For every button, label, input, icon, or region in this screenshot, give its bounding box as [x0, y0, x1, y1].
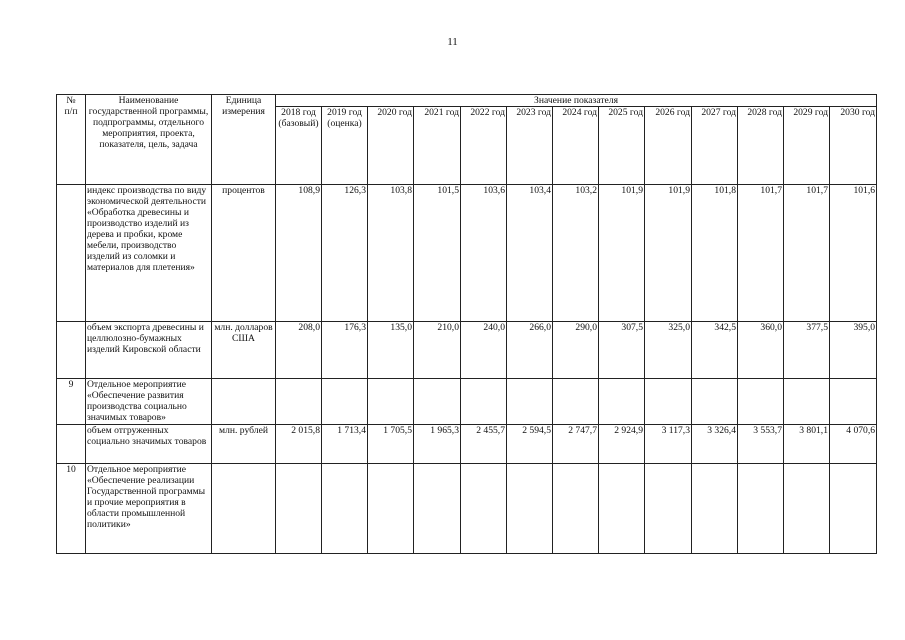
- row-name: индекс производства по виду экономической деятельности «Обработка древесины и производство изделий из дерева и пробки, кроме мебели, производство изделий из соломки и материалов для плетения»: [86, 185, 212, 322]
- row-value: [461, 464, 507, 554]
- row-name: Отдельное мероприятие «Обеспечение развития производства социально значимых товаров»: [86, 379, 212, 425]
- row-unit: млн. рублей: [212, 425, 276, 464]
- row-value: 101,9: [599, 185, 645, 322]
- header-unit: Единица измерения: [212, 95, 276, 185]
- row-value: 108,9: [276, 185, 322, 322]
- header-name: Наименование государственной программы, подпрограммы, отдельного мероприятия, проекта, показателя, цель, задача: [86, 95, 212, 185]
- row-value: 101,7: [784, 185, 830, 322]
- table-row: [57, 425, 905, 464]
- row-value: [645, 464, 692, 554]
- row-value: 1 965,3: [414, 425, 461, 464]
- row-value: 101,9: [645, 185, 692, 322]
- row-value: [276, 379, 322, 425]
- row-value: [322, 464, 368, 554]
- row-number: 9: [57, 379, 86, 425]
- row-unit: [212, 379, 276, 425]
- row-value: 360,0: [738, 322, 784, 379]
- row-value: 395,0: [830, 322, 877, 379]
- row-value: 290,0: [553, 322, 599, 379]
- header-year: 2026 год: [645, 107, 692, 185]
- row-value: 2 924,9: [599, 425, 645, 464]
- row-value: 101,5: [414, 185, 461, 322]
- row-value: [507, 379, 553, 425]
- row-value: [553, 379, 599, 425]
- row-value: 3 326,4: [692, 425, 738, 464]
- row-value: 103,8: [368, 185, 414, 322]
- header-year: 2025 год: [599, 107, 645, 185]
- row-name: объем экспорта древесины и целлюлозно-бумажных изделий Кировской области: [86, 322, 212, 379]
- row-value: [692, 379, 738, 425]
- row-value: 176,3: [322, 322, 368, 379]
- row-name: объем отгруженных социально значимых товаров: [86, 425, 212, 464]
- row-value: 103,4: [507, 185, 553, 322]
- row-value: 307,5: [599, 322, 645, 379]
- row-value: 2 015,8: [276, 425, 322, 464]
- row-value: [599, 379, 645, 425]
- table-row: [57, 379, 905, 425]
- row-value: [507, 464, 553, 554]
- row-value: [784, 464, 830, 554]
- row-value: [414, 464, 461, 554]
- row-value: 3 801,1: [784, 425, 830, 464]
- table-row: [57, 322, 905, 379]
- indicators-table: [56, 94, 905, 554]
- row-value: [276, 464, 322, 554]
- header-value-group: Значение показателя: [276, 95, 877, 107]
- row-value: 101,8: [692, 185, 738, 322]
- page-number: 11: [447, 36, 458, 48]
- row-value: 1 705,5: [368, 425, 414, 464]
- table-row: [57, 185, 905, 322]
- row-value: [322, 379, 368, 425]
- row-value: 101,7: [738, 185, 784, 322]
- row-number: [57, 322, 86, 379]
- row-value: 210,0: [414, 322, 461, 379]
- row-value: [738, 379, 784, 425]
- row-unit: [212, 464, 276, 554]
- header-year: 2019 год (оценка): [322, 107, 368, 185]
- row-value: [830, 464, 877, 554]
- row-value: [461, 379, 507, 425]
- table-row: [57, 464, 905, 554]
- row-value: 135,0: [368, 322, 414, 379]
- header-year: 2023 год: [507, 107, 553, 185]
- row-value: [784, 379, 830, 425]
- row-value: [599, 464, 645, 554]
- row-value: 126,3: [322, 185, 368, 322]
- row-value: [830, 379, 877, 425]
- header-year: 2028 год: [738, 107, 784, 185]
- row-value: 103,2: [553, 185, 599, 322]
- row-value: 266,0: [507, 322, 553, 379]
- row-value: [645, 379, 692, 425]
- row-value: 4 070,6: [830, 425, 877, 464]
- row-value: 2 747,7: [553, 425, 599, 464]
- header-year: 2022 год: [461, 107, 507, 185]
- row-unit: млн. долларов США: [212, 322, 276, 379]
- row-value: [738, 464, 784, 554]
- row-value: 342,5: [692, 322, 738, 379]
- row-value: 2 455,7: [461, 425, 507, 464]
- row-value: [692, 464, 738, 554]
- row-value: [414, 379, 461, 425]
- row-value: [368, 464, 414, 554]
- header-num: № п/п: [57, 95, 86, 185]
- row-number: 10: [57, 464, 86, 554]
- row-name: Отдельное мероприятие «Обеспечение реализации Государственной программы и прочие мероприятия в области промышленной политики»: [86, 464, 212, 554]
- row-value: 2 594,5: [507, 425, 553, 464]
- header-year: 2029 год: [784, 107, 830, 185]
- header-year: 2030 год: [830, 107, 877, 185]
- row-value: 208,0: [276, 322, 322, 379]
- row-value: 3 553,7: [738, 425, 784, 464]
- row-value: 103,6: [461, 185, 507, 322]
- row-unit: процентов: [212, 185, 276, 322]
- row-number: [57, 425, 86, 464]
- row-value: 325,0: [645, 322, 692, 379]
- header-year: 2018 год (базовый): [276, 107, 322, 185]
- header-year: 2020 год: [368, 107, 414, 185]
- row-value: 1 713,4: [322, 425, 368, 464]
- header-year: 2027 год: [692, 107, 738, 185]
- header-year: 2021 год: [414, 107, 461, 185]
- row-value: 101,6: [830, 185, 877, 322]
- row-value: 3 117,3: [645, 425, 692, 464]
- header-year: 2024 год: [553, 107, 599, 185]
- row-number: [57, 185, 86, 322]
- row-value: [368, 379, 414, 425]
- row-value: 377,5: [784, 322, 830, 379]
- row-value: [553, 464, 599, 554]
- row-value: 240,0: [461, 322, 507, 379]
